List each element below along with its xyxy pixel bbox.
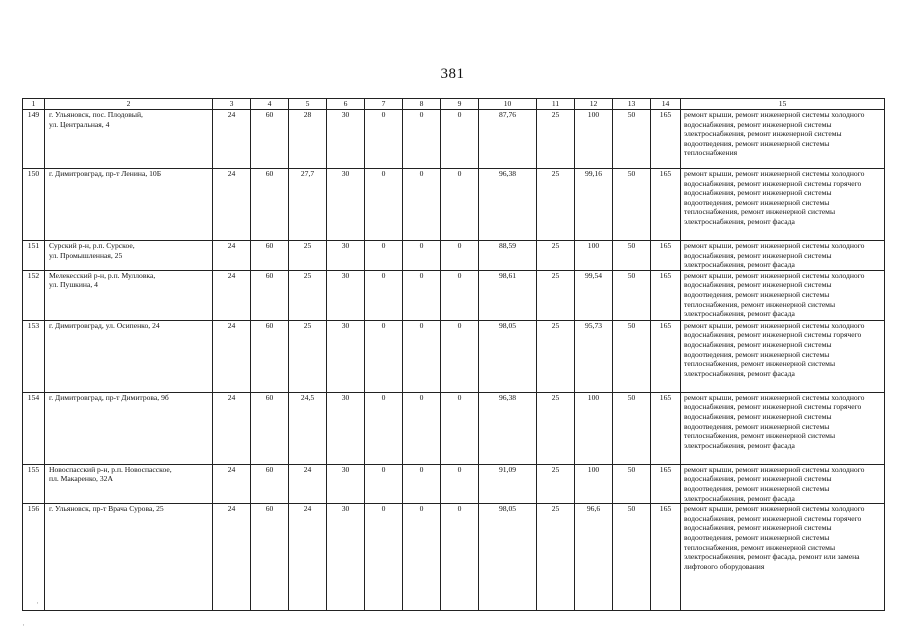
row-number-cell: 156	[23, 504, 45, 611]
value-cell-col-7: 0	[365, 270, 403, 320]
value-cell-col-11: 25	[537, 110, 575, 169]
value-cell-col-4: 60	[251, 169, 289, 241]
value-cell-col-4: 60	[251, 392, 289, 464]
column-header-1: 1	[23, 99, 45, 110]
value-cell-col-7: 0	[365, 320, 403, 392]
value-cell-col-8: 0	[403, 464, 441, 503]
value-cell-col-14: 165	[651, 464, 681, 503]
value-cell-col-11: 25	[537, 504, 575, 611]
column-header-15: 15	[681, 99, 885, 110]
value-cell-col-5: 24,5	[289, 392, 327, 464]
row-number-cell: 153	[23, 320, 45, 392]
row-number-cell: 149	[23, 110, 45, 169]
value-cell-col-11: 25	[537, 169, 575, 241]
value-cell-col-3: 24	[213, 241, 251, 271]
column-header-2: 2	[45, 99, 213, 110]
value-cell-col-8: 0	[403, 392, 441, 464]
value-cell-col-11: 25	[537, 320, 575, 392]
table-body	[23, 110, 885, 611]
row-number-cell: 155	[23, 464, 45, 503]
value-cell-col-11: 25	[537, 392, 575, 464]
value-cell-col-6: 30	[327, 110, 365, 169]
value-cell-col-7: 0	[365, 169, 403, 241]
scan-artifact: ·	[22, 620, 25, 630]
repair-works-cell: ремонт крыши, ремонт инженерной системы холодного водоснабжения, ремонт инженерной системы горячего водоснабжения, ремонт инженерной системы водоотведения, ремонт инженерной системы теплоснабжения, ремонт инженерной системы электроснабжения, ремонт фасада, ремонт или замена лифтового оборудования	[681, 504, 885, 611]
value-cell-col-13: 50	[613, 270, 651, 320]
column-number-row	[23, 99, 885, 110]
value-cell-col-14: 165	[651, 169, 681, 241]
row-number-cell: 154	[23, 392, 45, 464]
value-cell-col-3: 24	[213, 504, 251, 611]
value-cell-col-8: 0	[403, 320, 441, 392]
column-header-4: 4	[251, 99, 289, 110]
column-header-13: 13	[613, 99, 651, 110]
address-cell: г. Димитровград, пр-т Ленина, 10Б	[45, 169, 213, 241]
repair-works-cell: ремонт крыши, ремонт инженерной системы холодного водоснабжения, ремонт инженерной системы электроснабжения, ремонт инженерной системы водоотведения, ремонт инженерной системы теплоснабжения	[681, 110, 885, 169]
value-cell-col-5: 27,7	[289, 169, 327, 241]
value-cell-col-14: 165	[651, 241, 681, 271]
value-cell-col-6: 30	[327, 392, 365, 464]
value-cell-col-13: 50	[613, 504, 651, 611]
address-cell: г. Ульяновск, пр-т Врача Сурова, 25	[45, 504, 213, 611]
value-cell-col-9: 0	[441, 110, 479, 169]
value-cell-col-11: 25	[537, 270, 575, 320]
column-header-6: 6	[327, 99, 365, 110]
column-header-3: 3	[213, 99, 251, 110]
value-cell-col-10: 91,09	[479, 464, 537, 503]
value-cell-col-6: 30	[327, 169, 365, 241]
table-row	[23, 392, 885, 464]
value-cell-col-10: 96,38	[479, 169, 537, 241]
value-cell-col-5: 24	[289, 504, 327, 611]
value-cell-col-5: 28	[289, 110, 327, 169]
table-row	[23, 270, 885, 320]
value-cell-col-12: 99,54	[575, 270, 613, 320]
value-cell-col-4: 60	[251, 464, 289, 503]
data-table-container	[22, 98, 885, 611]
value-cell-col-3: 24	[213, 270, 251, 320]
column-header-11: 11	[537, 99, 575, 110]
row-number-cell: 150	[23, 169, 45, 241]
value-cell-col-10: 98,61	[479, 270, 537, 320]
column-header-10: 10	[479, 99, 537, 110]
repair-works-cell: ремонт крыши, ремонт инженерной системы холодного водоснабжения, ремонт инженерной системы горячего водоснабжения, ремонт инженерной системы водоотведения, ремонт инженерной системы теплоснабжения, ремонт инженерной системы электроснабжения, ремонт фасада	[681, 392, 885, 464]
value-cell-col-6: 30	[327, 270, 365, 320]
column-header-5: 5	[289, 99, 327, 110]
value-cell-col-5: 25	[289, 241, 327, 271]
address-cell: Сурский р-н, р.п. Сурское, ул. Промышленная, 25	[45, 241, 213, 271]
value-cell-col-9: 0	[441, 270, 479, 320]
table-row	[23, 320, 885, 392]
address-cell: г. Ульяновск, пос. Плодовый, ул. Центральная, 4	[45, 110, 213, 169]
value-cell-col-13: 50	[613, 464, 651, 503]
value-cell-col-13: 50	[613, 392, 651, 464]
value-cell-col-8: 0	[403, 110, 441, 169]
value-cell-col-8: 0	[403, 241, 441, 271]
value-cell-col-9: 0	[441, 169, 479, 241]
value-cell-col-3: 24	[213, 320, 251, 392]
value-cell-col-9: 0	[441, 392, 479, 464]
value-cell-col-9: 0	[441, 241, 479, 271]
value-cell-col-7: 0	[365, 464, 403, 503]
value-cell-col-9: 0	[441, 464, 479, 503]
value-cell-col-6: 30	[327, 504, 365, 611]
value-cell-col-11: 25	[537, 241, 575, 271]
value-cell-col-8: 0	[403, 270, 441, 320]
value-cell-col-5: 25	[289, 270, 327, 320]
value-cell-col-4: 60	[251, 270, 289, 320]
value-cell-col-8: 0	[403, 169, 441, 241]
repair-works-cell: ремонт крыши, ремонт инженерной системы холодного водоснабжения, ремонт инженерной системы горячего водоснабжения, ремонт инженерной системы водоотведения, ремонт инженерной системы теплоснабжения, ремонт инженерной системы электроснабжения, ремонт фасада	[681, 320, 885, 392]
value-cell-col-7: 0	[365, 392, 403, 464]
value-cell-col-7: 0	[365, 110, 403, 169]
table-row	[23, 504, 885, 611]
table-row	[23, 464, 885, 503]
value-cell-col-10: 98,05	[479, 504, 537, 611]
value-cell-col-10: 96,38	[479, 392, 537, 464]
value-cell-col-12: 99,16	[575, 169, 613, 241]
address-cell: г. Димитровград, ул. Осипенко, 24	[45, 320, 213, 392]
value-cell-col-12: 100	[575, 241, 613, 271]
table-row	[23, 241, 885, 271]
column-header-12: 12	[575, 99, 613, 110]
page-number: 381	[440, 66, 465, 82]
column-header-8: 8	[403, 99, 441, 110]
column-header-9: 9	[441, 99, 479, 110]
value-cell-col-8: 0	[403, 504, 441, 611]
value-cell-col-13: 50	[613, 169, 651, 241]
address-cell: Мелекесский р-н, р.п. Мулловка, ул. Пушкина, 4	[45, 270, 213, 320]
value-cell-col-14: 165	[651, 110, 681, 169]
address-cell: Новоспасский р-н, р.п. Новоспасское, пл. Макаренко, 32А	[45, 464, 213, 503]
value-cell-col-6: 30	[327, 320, 365, 392]
value-cell-col-12: 100	[575, 464, 613, 503]
table-row	[23, 110, 885, 169]
value-cell-col-13: 50	[613, 110, 651, 169]
value-cell-col-5: 25	[289, 320, 327, 392]
value-cell-col-13: 50	[613, 320, 651, 392]
value-cell-col-4: 60	[251, 320, 289, 392]
scan-artifact: ·	[36, 598, 39, 608]
repair-works-cell: ремонт крыши, ремонт инженерной системы холодного водоснабжения, ремонт инженерной системы электроснабжения, ремонт фасада	[681, 241, 885, 271]
value-cell-col-9: 0	[441, 504, 479, 611]
value-cell-col-14: 165	[651, 392, 681, 464]
value-cell-col-3: 24	[213, 464, 251, 503]
value-cell-col-10: 87,76	[479, 110, 537, 169]
value-cell-col-3: 24	[213, 110, 251, 169]
value-cell-col-12: 96,6	[575, 504, 613, 611]
value-cell-col-7: 0	[365, 241, 403, 271]
value-cell-col-7: 0	[365, 504, 403, 611]
value-cell-col-3: 24	[213, 392, 251, 464]
repair-works-cell: ремонт крыши, ремонт инженерной системы холодного водоснабжения, ремонт инженерной системы водоотведения, ремонт инженерной системы электроснабжения, ремонт фасада	[681, 464, 885, 503]
table-row	[23, 169, 885, 241]
value-cell-col-4: 60	[251, 110, 289, 169]
value-cell-col-14: 165	[651, 504, 681, 611]
value-cell-col-14: 165	[651, 270, 681, 320]
value-cell-col-9: 0	[441, 320, 479, 392]
value-cell-col-12: 100	[575, 392, 613, 464]
value-cell-col-6: 30	[327, 241, 365, 271]
address-cell: г. Димитровград, пр-т Димитрова, 9б	[45, 392, 213, 464]
value-cell-col-4: 60	[251, 241, 289, 271]
capital-repair-table	[22, 98, 885, 611]
row-number-cell: 151	[23, 241, 45, 271]
value-cell-col-13: 50	[613, 241, 651, 271]
value-cell-col-5: 24	[289, 464, 327, 503]
value-cell-col-12: 95,73	[575, 320, 613, 392]
value-cell-col-11: 25	[537, 464, 575, 503]
value-cell-col-4: 60	[251, 504, 289, 611]
column-header-7: 7	[365, 99, 403, 110]
column-header-14: 14	[651, 99, 681, 110]
value-cell-col-12: 100	[575, 110, 613, 169]
value-cell-col-10: 98,05	[479, 320, 537, 392]
value-cell-col-3: 24	[213, 169, 251, 241]
repair-works-cell: ремонт крыши, ремонт инженерной системы холодного водоснабжения, ремонт инженерной системы горячего водоснабжения, ремонт инженерной системы водоотведения, ремонт инженерной системы теплоснабжения, ремонт инженерной системы электроснабжения, ремонт фасада	[681, 169, 885, 241]
value-cell-col-10: 88,59	[479, 241, 537, 271]
value-cell-col-6: 30	[327, 464, 365, 503]
repair-works-cell: ремонт крыши, ремонт инженерной системы холодного водоснабжения, ремонт инженерной системы водоотведения, ремонт инженерной системы теплоснабжения, ремонт инженерной системы электроснабжения, ремонт фасада	[681, 270, 885, 320]
value-cell-col-14: 165	[651, 320, 681, 392]
row-number-cell: 152	[23, 270, 45, 320]
